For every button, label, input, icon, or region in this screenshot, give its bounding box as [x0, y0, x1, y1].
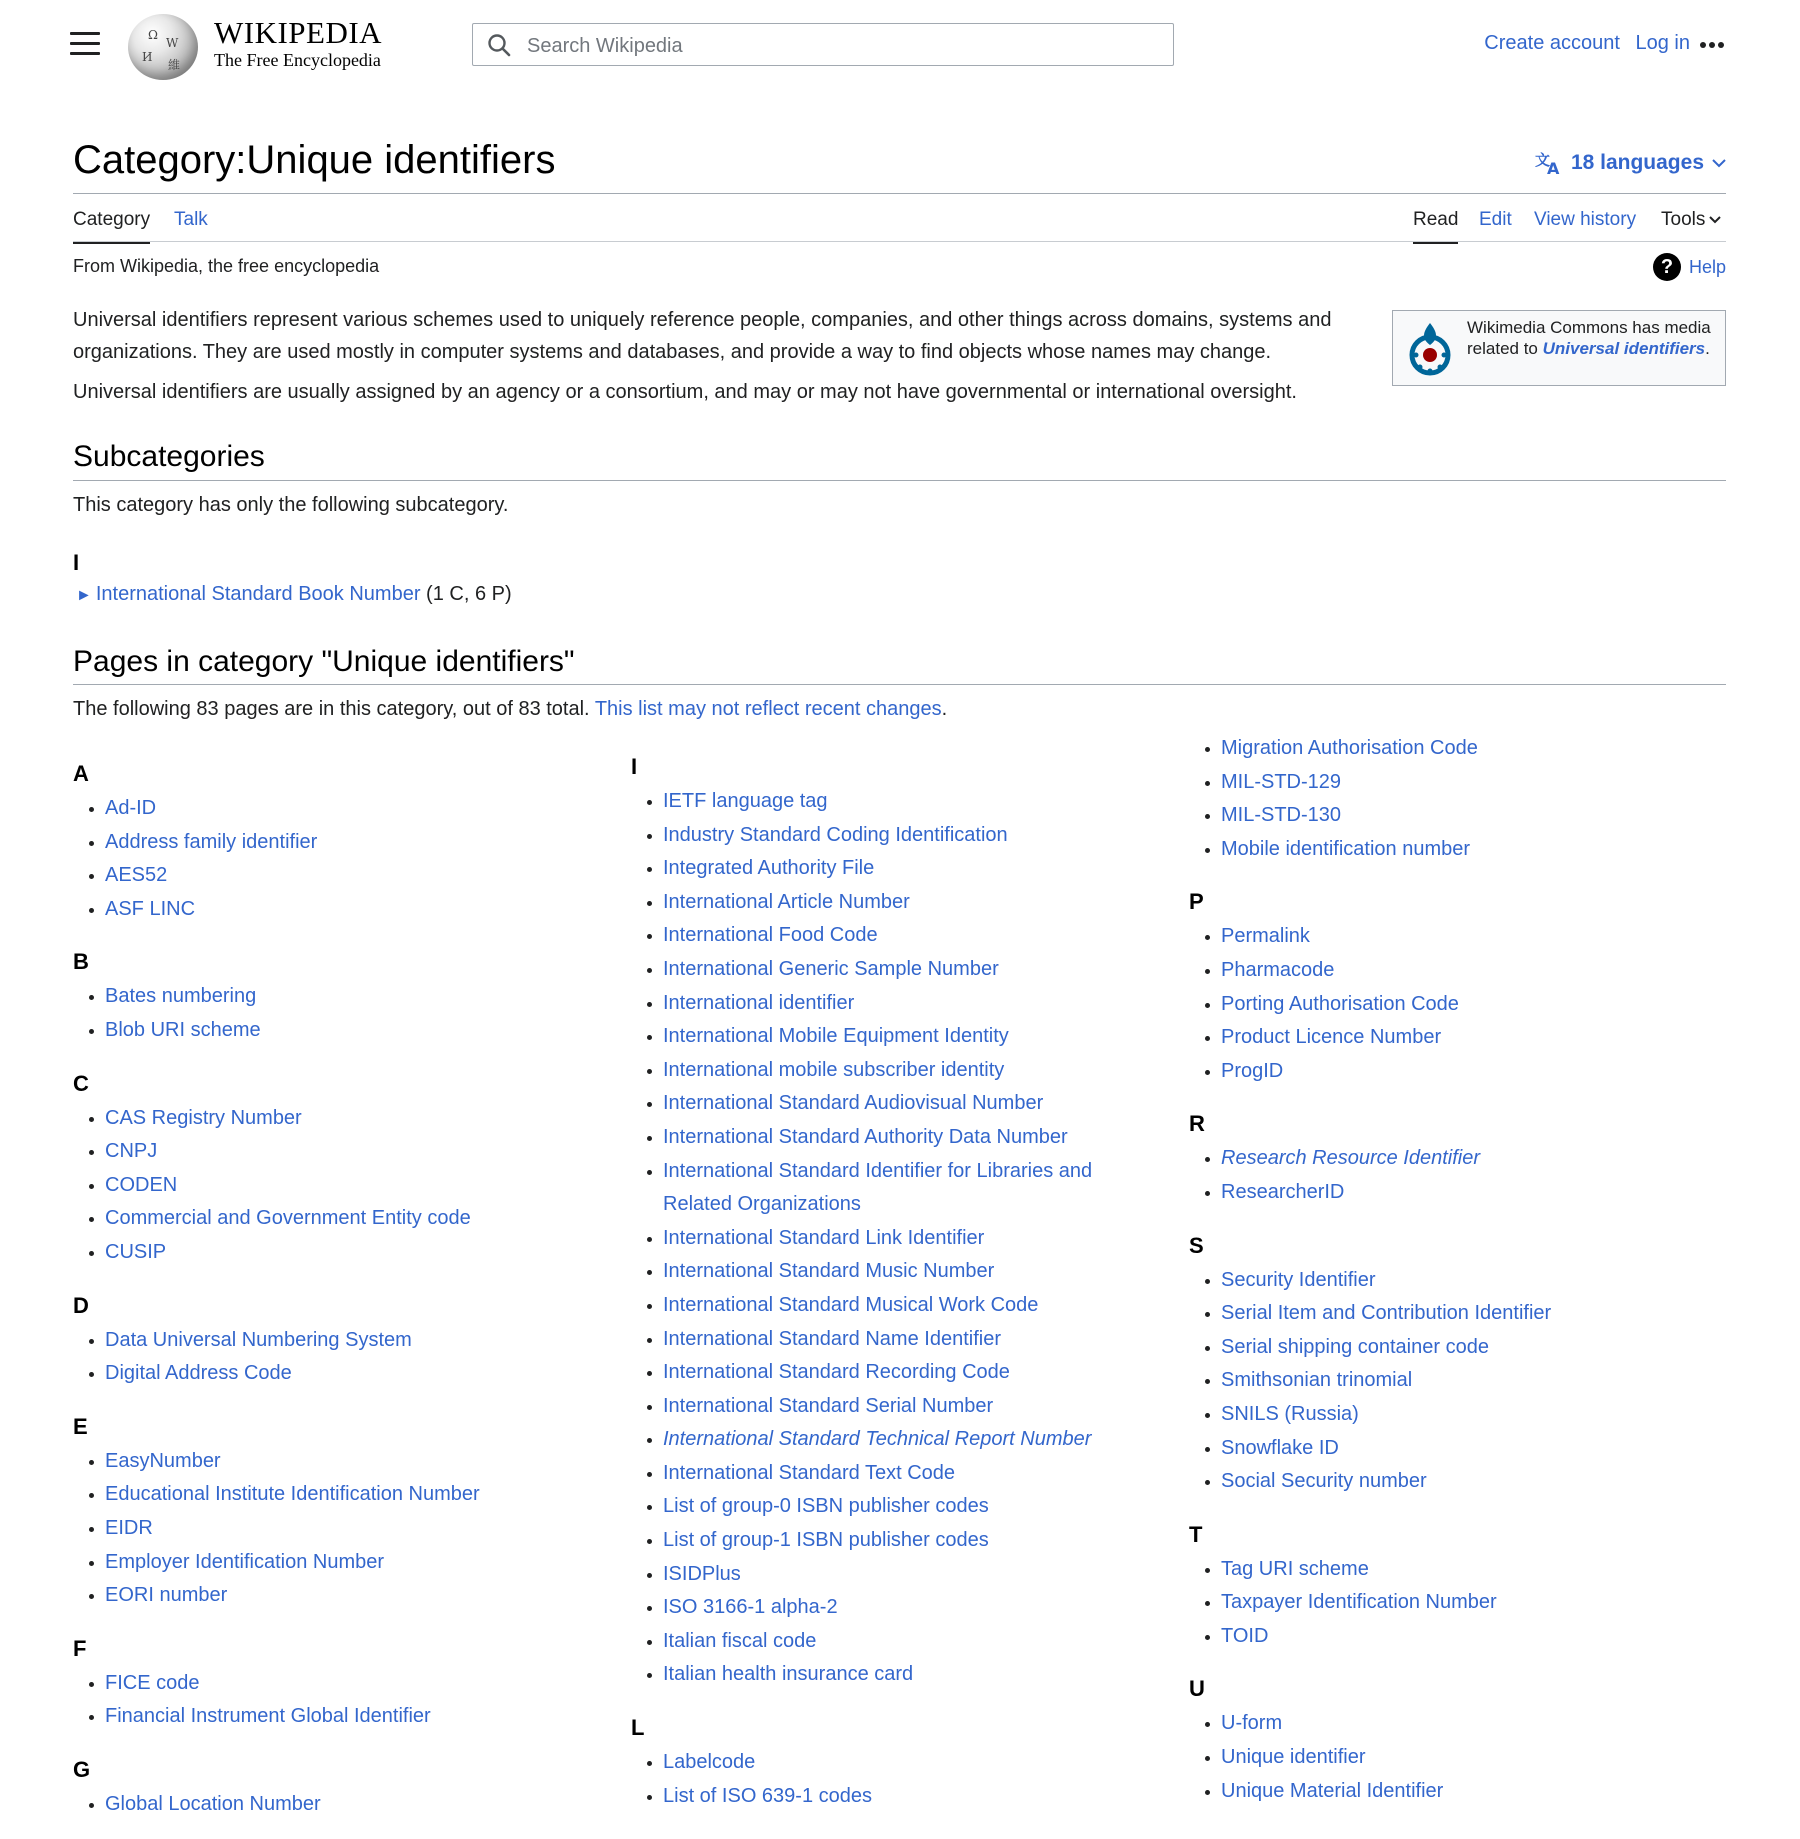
- page-list: [73, 1788, 593, 1822]
- page-link[interactable]: International Generic Sample Number: [663, 953, 1151, 987]
- page-list: [1189, 1553, 1709, 1654]
- site-tagline: From Wikipedia, the free encyclopedia: [73, 256, 380, 276]
- page-link[interactable]: IETF language tag: [663, 785, 1151, 819]
- page-link[interactable]: CNPJ: [105, 1135, 593, 1169]
- page-link[interactable]: FICE code: [105, 1667, 593, 1701]
- page-list: [73, 1667, 593, 1734]
- tools-menu[interactable]: [1661, 209, 1721, 231]
- category-intro: [73, 304, 1383, 416]
- recent-changes-link[interactable]: This list may not reflect recent changes: [594, 698, 942, 720]
- page-link[interactable]: Product Licence Number: [1221, 1021, 1709, 1055]
- page-list: [631, 785, 1151, 1692]
- tools-label: Tools: [1661, 209, 1706, 230]
- page-link[interactable]: Serial shipping container code: [1221, 1331, 1709, 1365]
- letter-group: [1189, 732, 1709, 866]
- letter-heading: E: [73, 1413, 88, 1439]
- page-link[interactable]: International mobile subscriber identity: [663, 1054, 1151, 1088]
- letter-group: [73, 1066, 593, 1270]
- page-list: [1189, 1142, 1709, 1209]
- wordmark-tagline: The Free Encyclopedia: [214, 50, 381, 70]
- search-icon: [487, 33, 511, 57]
- page-tabs: [73, 205, 1726, 242]
- search-input[interactable]: [525, 32, 1149, 60]
- languages-count: 18 languages: [1570, 151, 1704, 174]
- page-link[interactable]: Commercial and Government Entity code: [105, 1202, 593, 1236]
- page-link[interactable]: Digital Address Code: [105, 1357, 593, 1391]
- page-link[interactable]: Address family identifier: [105, 826, 593, 860]
- page-link[interactable]: Pharmacode: [1221, 954, 1709, 988]
- help-link[interactable]: [1653, 253, 1726, 281]
- language-selector[interactable]: [1535, 151, 1726, 175]
- page-link[interactable]: Ad-ID: [105, 792, 593, 826]
- page-link[interactable]: EIDR: [105, 1512, 593, 1546]
- intro-paragraph-1: Universal identifiers represent various schemes used to uniquely reference people, companies, and other things across domains, systems and organizations. They are used mostly in computer systems and databases, and provide a way to find objects whose names may change.: [73, 309, 1332, 363]
- page-link[interactable]: Unique Material Identifier: [1221, 1775, 1709, 1809]
- page-link[interactable]: SNILS (Russia): [1221, 1398, 1709, 1432]
- letter-group: [73, 1631, 593, 1734]
- pages-column-1: [73, 756, 593, 1839]
- page-link[interactable]: ISO 3166-1 alpha-2: [663, 1591, 1151, 1625]
- page-link[interactable]: ResearcherID: [1221, 1176, 1709, 1210]
- wikimedia-commons-icon: [1407, 321, 1453, 379]
- page-list: [73, 980, 593, 1047]
- subcategories-description: This category has only the following subcategory.: [73, 494, 509, 516]
- page-link[interactable]: EORI number: [105, 1579, 593, 1613]
- page-link[interactable]: U-form: [1221, 1707, 1709, 1741]
- page-link[interactable]: Snowflake ID: [1221, 1432, 1709, 1466]
- page-link[interactable]: Social Security number: [1221, 1465, 1709, 1499]
- page-link[interactable]: Data Universal Numbering System: [105, 1324, 593, 1358]
- page-link[interactable]: Research Resource Identifier: [1221, 1142, 1709, 1176]
- translate-icon: [1535, 151, 1563, 175]
- letter-heading: R: [1189, 1111, 1205, 1137]
- letter-group: [1189, 1671, 1709, 1808]
- chevron-down-icon: [1709, 215, 1721, 224]
- page-link[interactable]: Global Location Number: [105, 1788, 593, 1822]
- page-list: [73, 1102, 593, 1270]
- site-header: [0, 0, 1800, 92]
- page-link[interactable]: ASF LINC: [105, 893, 593, 927]
- letter-group: [1189, 884, 1709, 1088]
- subcategory-letter: I: [73, 550, 80, 575]
- page-list: [1189, 1707, 1709, 1808]
- page-link[interactable]: International Standard Identifier for Libraries and Related Organizations: [663, 1155, 1151, 1222]
- page-link[interactable]: International Standard Text Code: [663, 1457, 1151, 1491]
- letter-group: [1189, 1228, 1709, 1499]
- tab-edit[interactable]: Edit: [1479, 209, 1512, 230]
- page-link[interactable]: International identifier: [663, 987, 1151, 1021]
- page-link[interactable]: ProgID: [1221, 1055, 1709, 1089]
- page-link[interactable]: CODEN: [105, 1169, 593, 1203]
- subcategory-counts: (1 C, 6 P): [426, 583, 512, 605]
- page-link[interactable]: Financial Instrument Global Identifier: [105, 1700, 593, 1734]
- page-link[interactable]: Permalink: [1221, 920, 1709, 954]
- letter-heading: U: [1189, 1676, 1205, 1702]
- page-link[interactable]: Migration Authorisation Code: [1221, 732, 1709, 766]
- pages-count-text: The following 83 pages are in this category, out of 83 total.: [73, 698, 590, 720]
- pages-description-end: .: [941, 698, 948, 720]
- page-link[interactable]: International Standard Music Number: [663, 1255, 1151, 1289]
- page-link[interactable]: International Mobile Equipment Identity: [663, 1020, 1151, 1054]
- tab-read[interactable]: Read: [1413, 209, 1459, 230]
- page-list: [1189, 1264, 1709, 1499]
- page-link[interactable]: TOID: [1221, 1620, 1709, 1654]
- letter-heading: D: [73, 1292, 89, 1318]
- letter-heading: A: [73, 761, 89, 786]
- pages-heading: Pages in category "Unique identifiers": [73, 645, 575, 678]
- page-link[interactable]: EasyNumber: [105, 1445, 593, 1479]
- letter-group: [73, 1409, 593, 1613]
- tab-talk[interactable]: Talk: [174, 209, 208, 230]
- page-link[interactable]: List of ISO 639-1 codes: [663, 1780, 1151, 1814]
- page-link[interactable]: Labelcode: [663, 1746, 1151, 1780]
- wikipedia-globe-logo[interactable]: Ω W И 維: [128, 14, 198, 80]
- page-link[interactable]: List of group-1 ISBN publisher codes: [663, 1524, 1151, 1558]
- letter-group: [1189, 1517, 1709, 1654]
- page-link[interactable]: Taxpayer Identification Number: [1221, 1586, 1709, 1620]
- page-link[interactable]: International Food Code: [663, 919, 1151, 953]
- page-list: [73, 792, 593, 926]
- page-link[interactable]: Unique identifier: [1221, 1741, 1709, 1775]
- page-link[interactable]: Educational Institute Identification Number: [105, 1478, 593, 1512]
- letter-heading: F: [73, 1635, 87, 1661]
- chevron-down-icon: [1712, 158, 1726, 168]
- page-link[interactable]: List of group-0 ISBN publisher codes: [663, 1490, 1151, 1524]
- letter-group: [1189, 1106, 1709, 1209]
- page-link[interactable]: Integrated Authority File: [663, 852, 1151, 886]
- svg-text:文: 文: [1534, 151, 1550, 169]
- page-list: [73, 1445, 593, 1613]
- letter-heading: I: [631, 754, 638, 779]
- letter-group: [73, 756, 593, 926]
- page-link[interactable]: CAS Registry Number: [105, 1102, 593, 1136]
- page-link[interactable]: International Standard Authority Data Number: [663, 1121, 1151, 1155]
- page-link[interactable]: Tag URI scheme: [1221, 1553, 1709, 1587]
- user-links: [1474, 32, 1690, 55]
- pages-column-3: [1189, 732, 1709, 1826]
- page-link[interactable]: CUSIP: [105, 1236, 593, 1270]
- page-title: Category:Unique identifiers: [73, 138, 556, 182]
- page-list: [1189, 920, 1709, 1088]
- page-list: [1189, 732, 1709, 866]
- page-link[interactable]: ISIDPlus: [663, 1558, 1151, 1592]
- page-link[interactable]: Blob URI scheme: [105, 1014, 593, 1048]
- letter-heading: B: [73, 949, 89, 975]
- letter-heading: C: [73, 1070, 89, 1096]
- page-link[interactable]: AES52: [105, 859, 593, 893]
- commons-text: [1467, 317, 1717, 359]
- letter-heading: P: [1189, 889, 1204, 915]
- letter-heading: S: [1189, 1232, 1204, 1258]
- page-link[interactable]: Serial Item and Contribution Identifier: [1221, 1297, 1709, 1331]
- page-link[interactable]: International Standard Musical Work Code: [663, 1289, 1151, 1323]
- commons-suffix: .: [1705, 339, 1710, 358]
- subcategories-heading: Subcategories: [73, 440, 265, 473]
- pages-column-2: [631, 749, 1151, 1831]
- help-icon: ?: [1653, 253, 1681, 281]
- page-link[interactable]: Mobile identification number: [1221, 833, 1709, 867]
- letter-heading: L: [631, 1715, 645, 1741]
- create-account-link[interactable]: Create account: [1484, 32, 1620, 54]
- page-link[interactable]: Employer Identification Number: [105, 1546, 593, 1580]
- page-link[interactable]: International Standard Name Identifier: [663, 1323, 1151, 1357]
- page-list: [73, 1324, 593, 1391]
- letter-group: [73, 944, 593, 1047]
- log-in-link[interactable]: Log in: [1635, 32, 1690, 54]
- tab-category[interactable]: Category: [73, 209, 151, 230]
- page-link[interactable]: Porting Authorisation Code: [1221, 988, 1709, 1022]
- page-list: [631, 1746, 1151, 1813]
- letter-heading: T: [1189, 1521, 1203, 1547]
- page-link[interactable]: MIL-STD-130: [1221, 799, 1709, 833]
- subcategories-divider: [73, 480, 1726, 481]
- tab-view-history[interactable]: View history: [1534, 209, 1637, 230]
- pages-description: [73, 698, 947, 721]
- search-box[interactable]: [472, 23, 1174, 66]
- subcategory-item: [76, 583, 512, 606]
- expand-triangle-icon[interactable]: ►: [76, 587, 92, 604]
- commons-prefix: Wikimedia Commons has media related to: [1467, 318, 1711, 358]
- letter-heading: G: [73, 1756, 91, 1782]
- svg-text:A: A: [1546, 159, 1560, 175]
- page-link[interactable]: Italian fiscal code: [663, 1625, 1151, 1659]
- page-link[interactable]: International Standard Technical Report Number: [663, 1423, 1151, 1457]
- more-options-icon[interactable]: [1700, 35, 1728, 55]
- commons-link[interactable]: Universal identifiers: [1542, 339, 1706, 358]
- page-link[interactable]: Security Identifier: [1221, 1264, 1709, 1298]
- page-link[interactable]: International Standard Link Identifier: [663, 1222, 1151, 1256]
- help-label[interactable]: Help: [1688, 256, 1726, 277]
- pages-divider: [73, 684, 1726, 685]
- intro-paragraph-2: Universal identifiers are usually assigned by an agency or a consortium, and may or may not have governmental or international oversight.: [73, 381, 1297, 403]
- main-menu-icon[interactable]: [70, 32, 100, 56]
- page-link[interactable]: Industry Standard Coding Identification: [663, 819, 1151, 853]
- tabs-divider: [73, 241, 1726, 242]
- letter-group: [631, 749, 1151, 1692]
- wordmark-title: WIKIPEDIA: [214, 15, 383, 50]
- subcategory-link[interactable]: International Standard Book Number: [95, 583, 421, 605]
- title-divider: [73, 193, 1726, 194]
- page-link[interactable]: International Article Number: [663, 886, 1151, 920]
- page-link[interactable]: International Standard Serial Number: [663, 1390, 1151, 1424]
- page-link[interactable]: Smithsonian trinomial: [1221, 1364, 1709, 1398]
- letter-group: [73, 1288, 593, 1391]
- page-link[interactable]: Italian health insurance card: [663, 1658, 1151, 1692]
- wikipedia-wordmark[interactable]: [214, 16, 382, 70]
- page-link[interactable]: MIL-STD-129: [1221, 766, 1709, 800]
- letter-group: [73, 1752, 593, 1822]
- page-link[interactable]: Bates numbering: [105, 980, 593, 1014]
- letter-group: [631, 1710, 1151, 1813]
- page-link[interactable]: International Standard Recording Code: [663, 1356, 1151, 1390]
- commons-box: [1392, 310, 1726, 386]
- page-link[interactable]: International Standard Audiovisual Number: [663, 1087, 1151, 1121]
